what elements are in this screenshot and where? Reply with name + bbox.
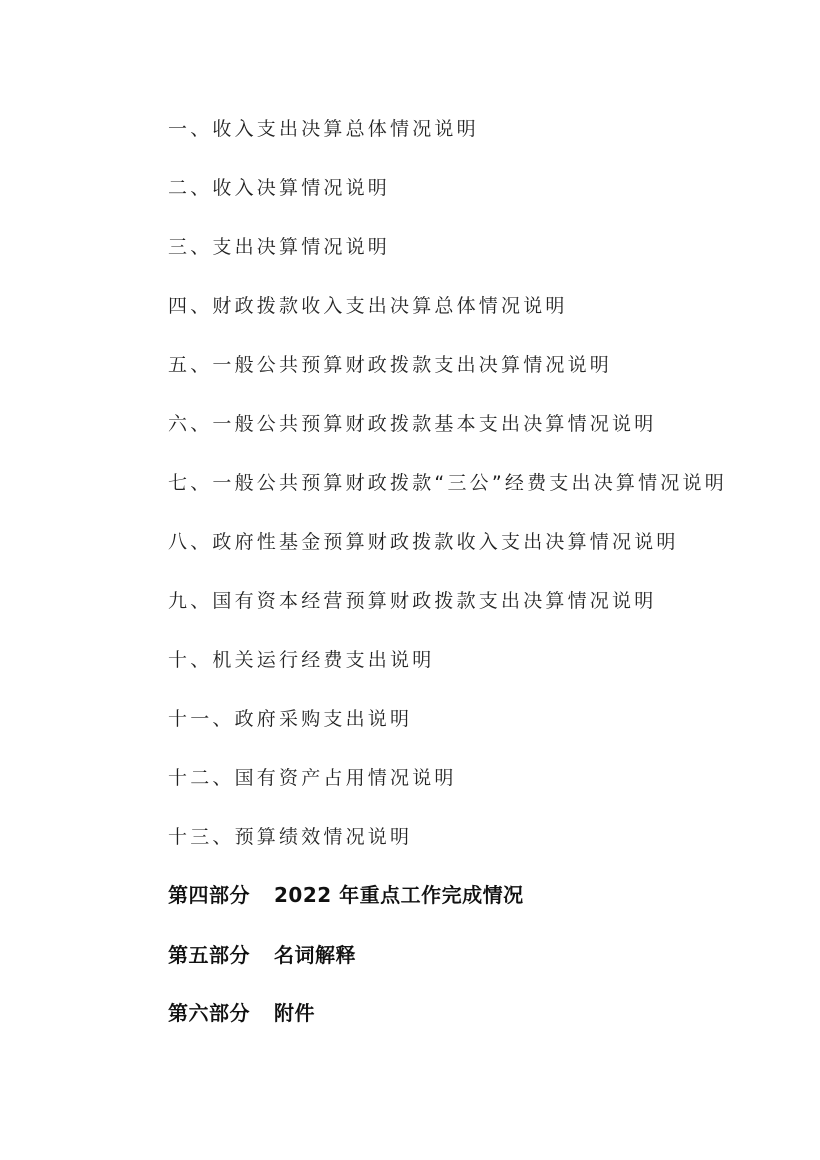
toc-section-11: 十一、政府采购支出说明 xyxy=(168,708,413,730)
toc-part-6-label: 第六部分 xyxy=(168,1001,250,1025)
toc-part-4-title: 2022 年重点工作完成情况 xyxy=(274,883,524,907)
toc-section-2: 二、收入决算情况说明 xyxy=(168,177,391,199)
toc-section-7: 七、一般公共预算财政拨款“三公”经费支出决算情况说明 xyxy=(168,472,727,494)
toc-section-3: 三、支出决算情况说明 xyxy=(168,236,391,258)
toc-section-9: 九、国有资本经营预算财政拨款支出决算情况说明 xyxy=(168,590,657,612)
toc-part-4-label: 第四部分 xyxy=(168,883,250,907)
toc-section-1: 一、收入支出决算总体情况说明 xyxy=(168,118,479,140)
toc-section-13: 十三、预算绩效情况说明 xyxy=(168,826,413,848)
toc-part-5 xyxy=(168,941,356,969)
toc-part-6 xyxy=(168,999,315,1027)
toc-section-6: 六、一般公共预算财政拨款基本支出决算情况说明 xyxy=(168,413,657,435)
toc-section-12: 十二、国有资产占用情况说明 xyxy=(168,767,457,789)
toc-section-8: 八、政府性基金预算财政拨款收入支出决算情况说明 xyxy=(168,531,679,553)
toc-part-4 xyxy=(168,881,524,909)
toc-section-5: 五、一般公共预算财政拨款支出决算情况说明 xyxy=(168,354,613,376)
toc-part-6-title: 附件 xyxy=(274,1001,315,1025)
toc-section-10: 十、机关运行经费支出说明 xyxy=(168,649,435,671)
toc-part-5-label: 第五部分 xyxy=(168,943,250,967)
toc-section-4: 四、财政拨款收入支出决算总体情况说明 xyxy=(168,295,568,317)
toc-part-5-title: 名词解释 xyxy=(274,943,356,967)
table-of-contents xyxy=(168,0,788,1160)
